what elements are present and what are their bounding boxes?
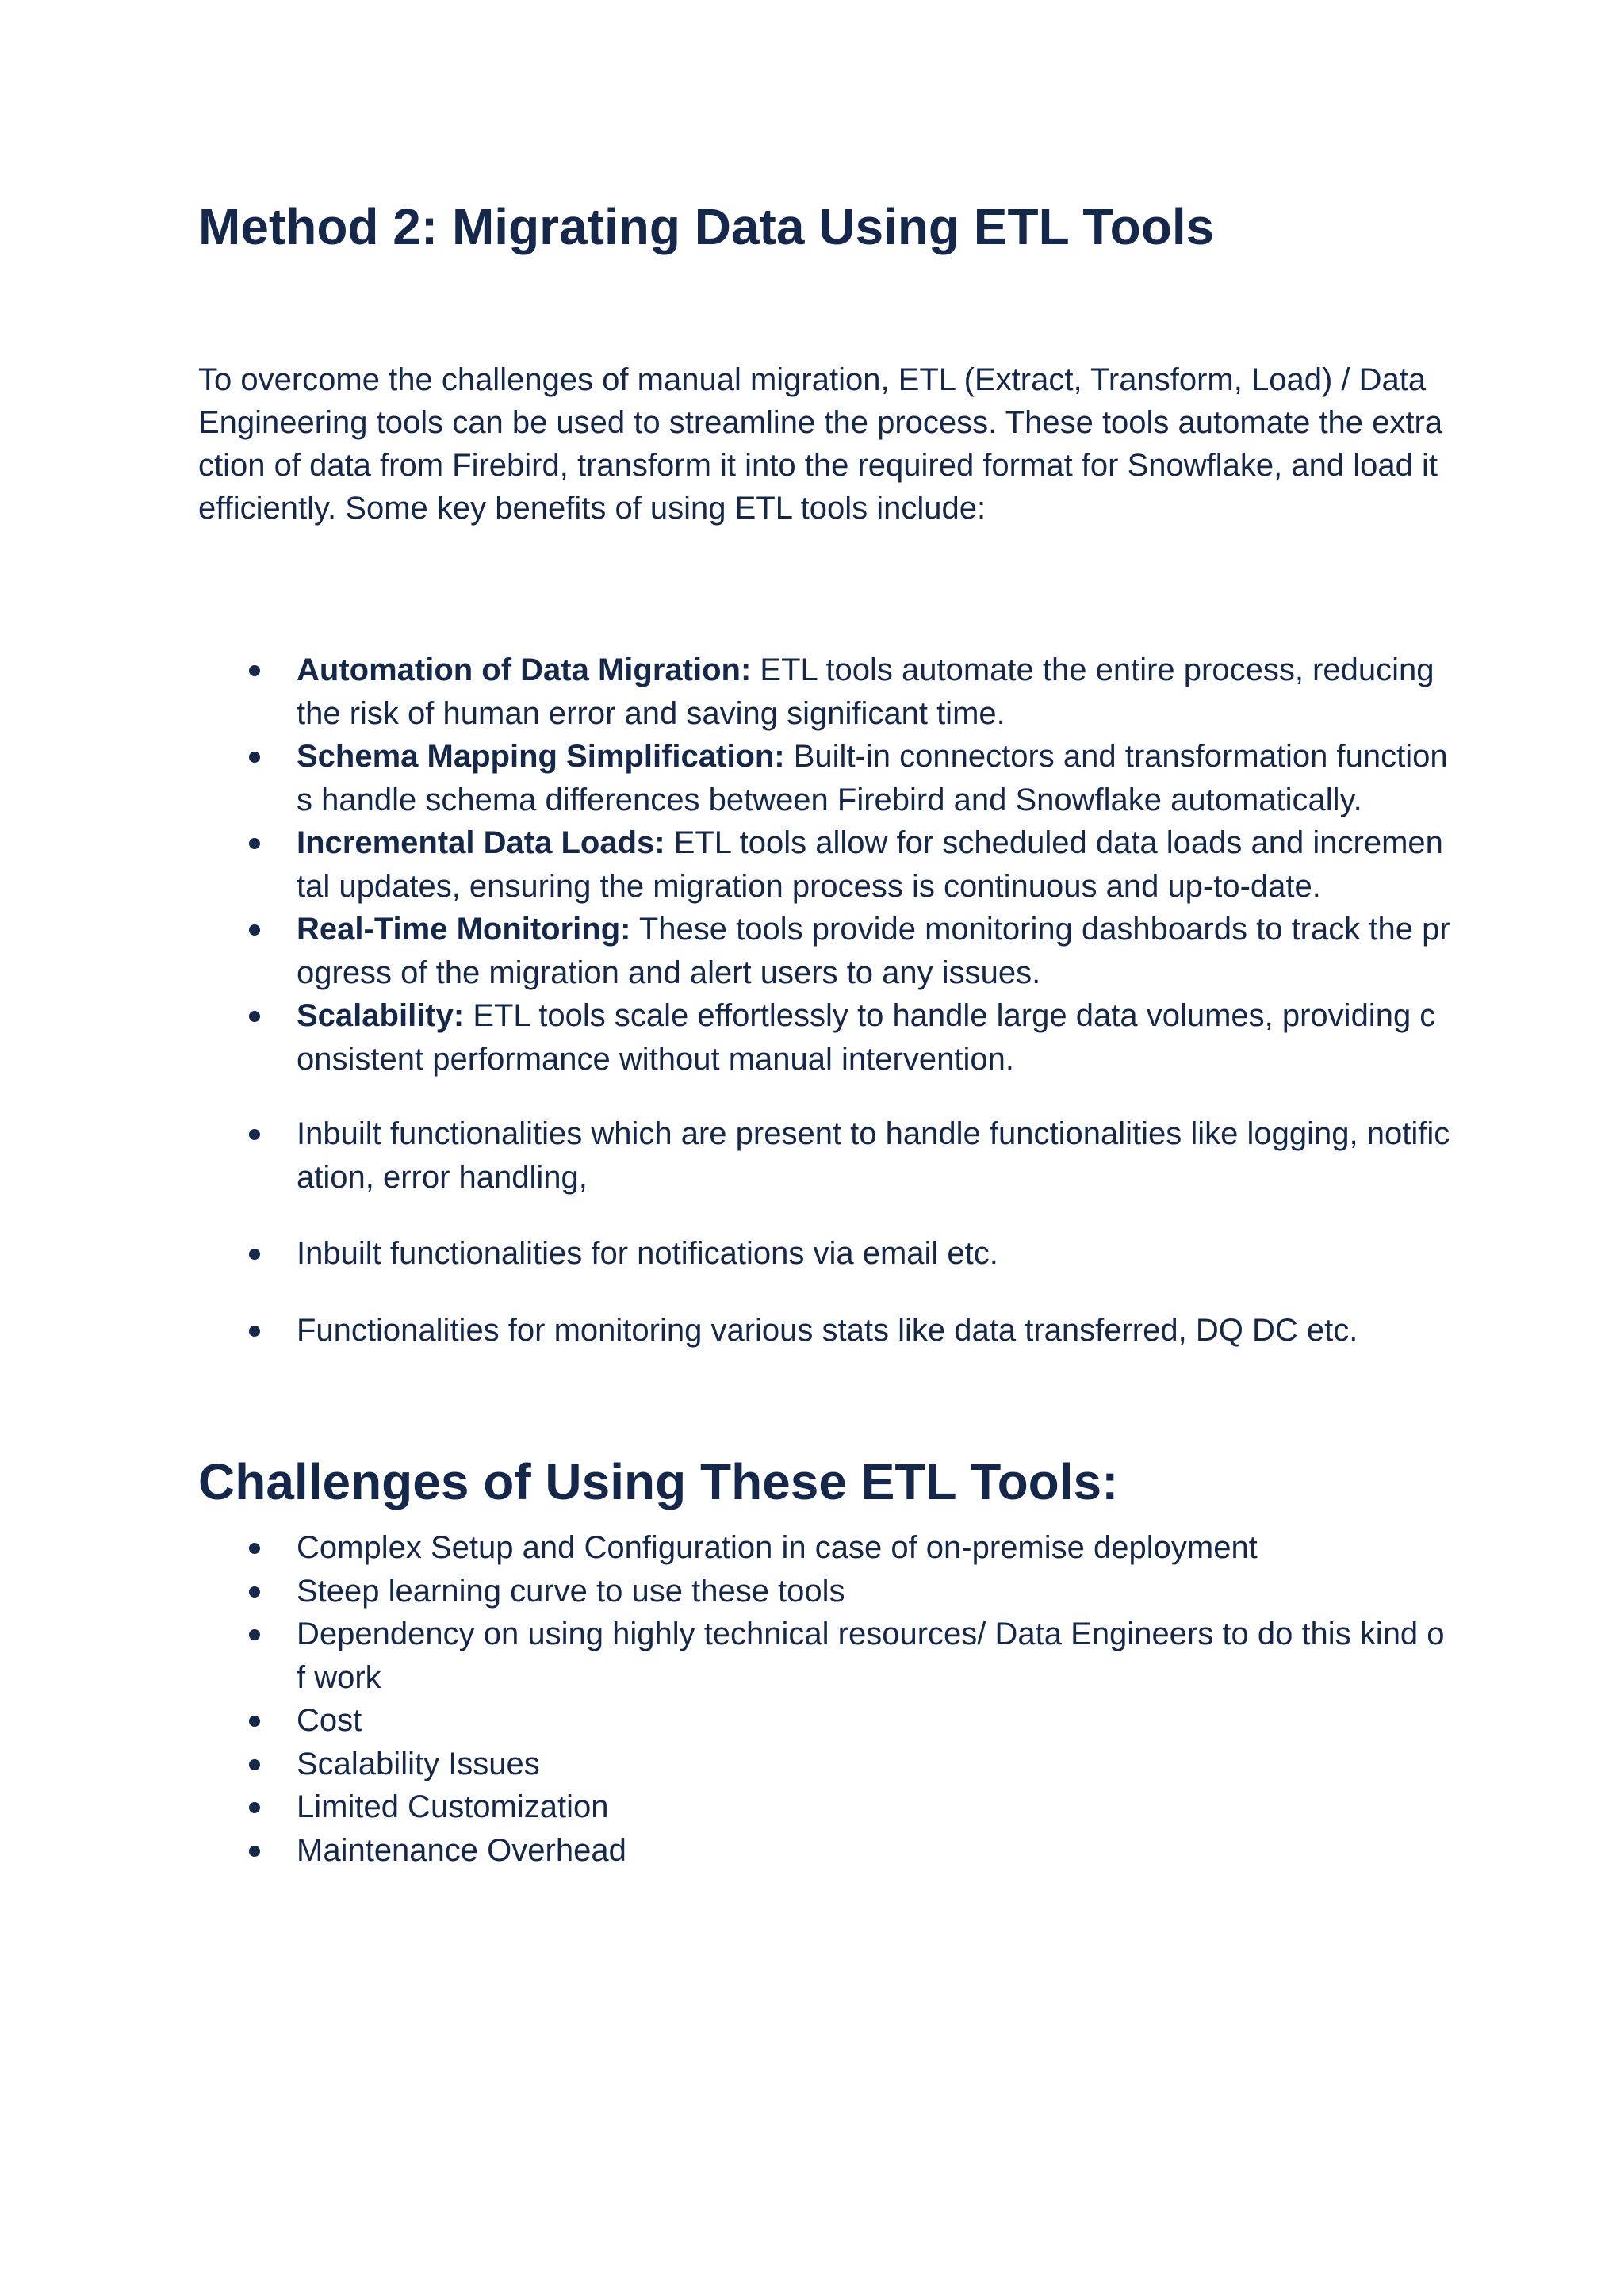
challenge-text: Dependency on using highly technical resources/ Data Engineers to do this kind of work xyxy=(297,1617,1445,1695)
benefit-item xyxy=(198,821,1451,908)
challenge-item xyxy=(198,1785,1451,1829)
benefit-title: Automation of Data Migration: xyxy=(297,652,752,687)
benefit-title: Scalability: xyxy=(297,998,465,1033)
benefit-item xyxy=(198,994,1451,1081)
challenge-item xyxy=(198,1699,1451,1743)
benefit-item xyxy=(198,735,1451,821)
bullet-icon xyxy=(249,1802,260,1813)
benefit-text: Built-in connectors and transformation functions handle schema differences between Firebird and Snowflake automatically. xyxy=(297,739,1448,817)
bullet-icon xyxy=(249,1759,260,1770)
challenge-text: Complex Setup and Configuration in case of on-premise deployment xyxy=(297,1530,1258,1565)
challenge-item xyxy=(198,1526,1451,1570)
bullet-icon xyxy=(249,1629,260,1640)
benefit-item xyxy=(198,649,1451,735)
extra-text: Inbuilt functionalities for notifications via email etc. xyxy=(297,1236,998,1271)
benefit-title: Schema Mapping Simplification: xyxy=(297,739,785,774)
document-content xyxy=(198,190,1451,1872)
challenge-item xyxy=(198,1570,1451,1613)
bullet-icon xyxy=(249,838,260,849)
challenge-text: Maintenance Overhead xyxy=(297,1832,626,1868)
bullet-icon xyxy=(249,1326,260,1337)
challenge-text: Cost xyxy=(297,1703,362,1738)
benefit-text: ETL tools automate the entire process, reducing the risk of human error and saving significant time. xyxy=(297,652,1434,731)
challenges-list xyxy=(198,1526,1451,1872)
bullet-icon xyxy=(249,1586,260,1598)
challenge-item xyxy=(198,1613,1451,1699)
benefit-text: ETL tools scale effortlessly to handle large data volumes, providing consistent performance without manual intervention. xyxy=(297,998,1436,1077)
challenge-text: Limited Customization xyxy=(297,1789,609,1824)
challenge-item xyxy=(198,1829,1451,1873)
extras-list xyxy=(198,1112,1451,1352)
bullet-icon xyxy=(249,752,260,763)
benefit-text: These tools provide monitoring dashboards to track the progress of the migration and alert users to any issues. xyxy=(297,912,1450,990)
extra-text: Inbuilt functionalities which are present to handle functionalities like logging, notification, error handling, xyxy=(297,1116,1450,1195)
intro-paragraph: To overcome the challenges of manual migration, ETL (Extract, Transform, Load) / Data Engineering tools can be used to streamline the process. These tools automate the extraction of data from Firebird, transform it into the required format for Snowflake, and load it efficiently. Some key benefits of using ETL tools include: xyxy=(198,362,1443,526)
bullet-icon xyxy=(249,1716,260,1727)
section-heading-method-2: Method 2: Migrating Data Using ETL Tools xyxy=(198,198,1215,255)
extra-text: Functionalities for monitoring various stats like data transferred, DQ DC etc. xyxy=(297,1312,1358,1348)
challenge-text: Steep learning curve to use these tools xyxy=(297,1573,845,1609)
bullet-icon xyxy=(249,1846,260,1857)
bullet-icon xyxy=(249,665,260,676)
challenge-item xyxy=(198,1743,1451,1786)
bullet-icon xyxy=(249,1249,260,1260)
benefit-item xyxy=(198,908,1451,994)
extra-item xyxy=(198,1232,1451,1276)
benefits-list xyxy=(198,649,1451,1081)
bullet-icon xyxy=(249,1129,260,1140)
extra-item xyxy=(198,1112,1451,1199)
extra-item xyxy=(198,1309,1451,1353)
bullet-icon xyxy=(249,1543,260,1554)
challenge-text: Scalability Issues xyxy=(297,1746,540,1781)
benefit-text: ETL tools allow for scheduled data loads and incremental updates, ensuring the migration process is continuous and up-to-date. xyxy=(297,825,1443,904)
bullet-icon xyxy=(249,924,260,936)
benefit-title: Incremental Data Loads: xyxy=(297,825,665,860)
bullet-icon xyxy=(249,1011,260,1022)
benefit-title: Real-Time Monitoring: xyxy=(297,912,631,947)
section-heading-challenges: Challenges of Using These ETL Tools: xyxy=(198,1453,1119,1510)
